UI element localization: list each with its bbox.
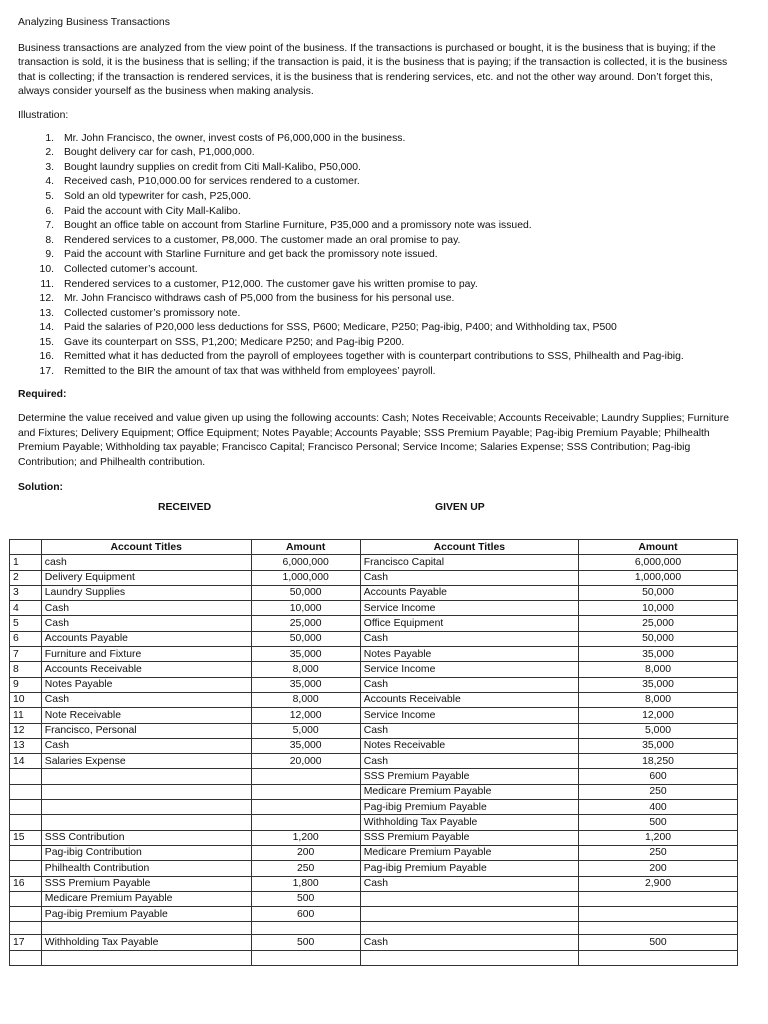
- given-amount: 250: [579, 845, 738, 860]
- transaction-number: 7.: [45, 220, 54, 232]
- received-account: Cash: [41, 692, 251, 707]
- row-number: 5: [10, 616, 42, 631]
- given-account: SSS Premium Payable: [360, 830, 578, 845]
- table-row: [10, 861, 738, 876]
- table-row: [10, 876, 738, 891]
- transaction-text: Remitted what it has deducted from the payroll of employees together with is counterpart contributions to SSS, Philhealth and Pag-ibig.: [64, 351, 684, 363]
- illustration-label: Illustration:: [18, 109, 69, 121]
- given-amount: [579, 922, 738, 935]
- received-account: Laundry Supplies: [41, 585, 251, 600]
- given-amount: 200: [579, 861, 738, 876]
- given-amount: [579, 950, 738, 965]
- table-row: [10, 662, 738, 677]
- given-account: Medicare Premium Payable: [360, 784, 578, 799]
- received-account: Cash: [41, 601, 251, 616]
- received-account: [41, 815, 251, 830]
- row-number: 17: [10, 935, 42, 950]
- transaction-text: Received cash, P10,000.00 for services rendered to a customer.: [64, 176, 360, 188]
- received-amount: [251, 922, 360, 935]
- transaction-text: Rendered services to a customer, P8,000. The customer made an oral promise to pay.: [64, 234, 461, 246]
- received-account: Medicare Premium Payable: [41, 891, 251, 906]
- received-amount: [251, 950, 360, 965]
- row-number: 11: [10, 708, 42, 723]
- row-number: 13: [10, 738, 42, 753]
- required-label: Required:: [18, 388, 67, 400]
- given-account: Notes Receivable: [360, 738, 578, 753]
- row-number: [10, 800, 42, 815]
- given-amount: 1,200: [579, 830, 738, 845]
- solution-label: Solution:: [18, 481, 64, 493]
- given-account: Service Income: [360, 601, 578, 616]
- received-amount: 20,000: [251, 754, 360, 769]
- transaction-item: [18, 234, 746, 249]
- received-amount: 600: [251, 907, 360, 922]
- given-account: Accounts Payable: [360, 585, 578, 600]
- row-number: 14: [10, 754, 42, 769]
- received-account: Furniture and Fixture: [41, 647, 251, 662]
- row-number: [10, 815, 42, 830]
- received-account: Cash: [41, 616, 251, 631]
- received-amount: 500: [251, 935, 360, 950]
- transaction-number: 17.: [39, 366, 54, 378]
- received-amount: 8,000: [251, 692, 360, 707]
- table-row: [10, 800, 738, 815]
- table-row: [10, 723, 738, 738]
- given-amount: 8,000: [579, 662, 738, 677]
- transaction-number: 5.: [45, 190, 54, 202]
- table-row: [10, 647, 738, 662]
- table-row: [10, 601, 738, 616]
- transaction-number: 12.: [39, 293, 54, 305]
- transaction-number: 4.: [45, 176, 54, 188]
- given-account: [360, 950, 578, 965]
- transaction-item: [18, 248, 746, 263]
- table-row: [10, 616, 738, 631]
- received-account: Salaries Expense: [41, 754, 251, 769]
- table-row: [10, 738, 738, 753]
- row-number: 16: [10, 876, 42, 891]
- header-given-account: Account Titles: [360, 540, 578, 555]
- received-account: Accounts Payable: [41, 631, 251, 646]
- row-number: [10, 907, 42, 922]
- received-account: SSS Premium Payable: [41, 876, 251, 891]
- given-account: Withholding Tax Payable: [360, 815, 578, 830]
- document-title: Analyzing Business Transactions: [18, 17, 170, 28]
- received-amount: 35,000: [251, 647, 360, 662]
- transactions-list: [18, 132, 746, 380]
- received-amount: 6,000,000: [251, 555, 360, 570]
- transaction-text: Rendered services to a customer, P12,000. The customer gave his written promise to pay.: [64, 278, 478, 290]
- given-amount: 35,000: [579, 677, 738, 692]
- table-row: [10, 769, 738, 784]
- row-number: 4: [10, 601, 42, 616]
- given-account: Cash: [360, 631, 578, 646]
- given-account: Medicare Premium Payable: [360, 845, 578, 860]
- received-account: Pag-ibig Contribution: [41, 845, 251, 860]
- table-row: [10, 708, 738, 723]
- required-paragraph: Determine the value received and value given up using the following accounts: Cash; Notes Receivable; Accounts Receivable; Laundry Supplies; Furniture and Fixtures; Delivery Equipment; Office Equipment; Notes Payable; Accounts Payable; SSS Premium Payable; Pag-ibig Premium Payable; Philhealth Premium Payable; Withholding tax payable; Francisco Capital; Francisco Personal; Service Income; Salaries Expense; SSS Contribution; Pag-ibig Contribution; and Philhealth contribution.: [18, 413, 730, 469]
- given-account: Cash: [360, 677, 578, 692]
- table-row: [10, 555, 738, 570]
- transaction-number: 16.: [39, 351, 54, 363]
- given-amount: 18,250: [579, 754, 738, 769]
- given-amount: 500: [579, 815, 738, 830]
- received-amount: 8,000: [251, 662, 360, 677]
- received-account: SSS Contribution: [41, 830, 251, 845]
- transaction-number: 3.: [45, 161, 54, 173]
- received-amount: 1,800: [251, 876, 360, 891]
- row-number: 1: [10, 555, 42, 570]
- table-row: [10, 907, 738, 922]
- transaction-number: 10.: [39, 263, 54, 275]
- row-number: 3: [10, 585, 42, 600]
- transaction-number: 11.: [40, 278, 54, 290]
- received-amount: [251, 769, 360, 784]
- received-amount: 200: [251, 845, 360, 860]
- header-number: [10, 540, 42, 555]
- row-number: 6: [10, 631, 42, 646]
- given-account: [360, 891, 578, 906]
- received-account: Withholding Tax Payable: [41, 935, 251, 950]
- transaction-number: 1.: [45, 132, 54, 144]
- given-account: Francisco Capital: [360, 555, 578, 570]
- transaction-text: Sold an old typewriter for cash, P25,000.: [64, 190, 252, 202]
- received-amount: [251, 784, 360, 799]
- transaction-text: Paid the salaries of P20,000 less deductions for SSS, P600; Medicare, P250; Pag-ibig, P400; and Withholding tax, P500: [64, 322, 617, 334]
- received-amount: 500: [251, 891, 360, 906]
- transaction-item: [18, 278, 746, 293]
- transaction-item: [18, 307, 746, 322]
- row-number: [10, 950, 42, 965]
- given-account: SSS Premium Payable: [360, 769, 578, 784]
- table-row: [10, 570, 738, 585]
- received-amount: 1,000,000: [251, 570, 360, 585]
- analysis-table: [9, 539, 738, 966]
- received-amount: [251, 815, 360, 830]
- given-account: Notes Payable: [360, 647, 578, 662]
- given-amount: 400: [579, 800, 738, 815]
- received-account: [41, 800, 251, 815]
- received-amount: 50,000: [251, 585, 360, 600]
- table-row: [10, 677, 738, 692]
- transaction-text: Bought an office table on account from Starline Furniture, P35,000 and a promissory note was issued.: [64, 220, 532, 232]
- transaction-text: Bought delivery car for cash, P1,000,000.: [64, 147, 255, 159]
- given-amount: 600: [579, 769, 738, 784]
- transaction-number: 8.: [45, 234, 54, 246]
- table-row: [10, 815, 738, 830]
- received-account: [41, 784, 251, 799]
- transaction-item: [18, 132, 746, 147]
- row-number: [10, 769, 42, 784]
- received-account: Francisco, Personal: [41, 723, 251, 738]
- transaction-number: 13.: [39, 307, 54, 319]
- row-number: 12: [10, 723, 42, 738]
- received-amount: 1,200: [251, 830, 360, 845]
- given-amount: [579, 891, 738, 906]
- received-amount: 50,000: [251, 631, 360, 646]
- transaction-item: [18, 219, 746, 234]
- received-account: [41, 769, 251, 784]
- row-number: 15: [10, 830, 42, 845]
- transaction-text: Paid the account with Starline Furniture and get back the promissory note issued.: [64, 249, 438, 261]
- row-number: [10, 922, 42, 935]
- transaction-item: [18, 365, 746, 380]
- transaction-text: Bought laundry supplies on credit from Citi Mall-Kalibo, P50,000.: [64, 161, 361, 173]
- given-account: Cash: [360, 754, 578, 769]
- transaction-item: [18, 336, 746, 351]
- given-amount: 50,000: [579, 585, 738, 600]
- given-account: Office Equipment: [360, 616, 578, 631]
- given-amount: 8,000: [579, 692, 738, 707]
- received-amount: 250: [251, 861, 360, 876]
- row-number: [10, 891, 42, 906]
- table-row: [10, 950, 738, 965]
- given-amount: 12,000: [579, 708, 738, 723]
- given-account: Service Income: [360, 662, 578, 677]
- received-amount: 35,000: [251, 677, 360, 692]
- transaction-item: [18, 161, 746, 176]
- received-account: [41, 950, 251, 965]
- given-amount: 6,000,000: [579, 555, 738, 570]
- received-header: RECEIVED: [158, 502, 212, 514]
- given-amount: 50,000: [579, 631, 738, 646]
- given-account: Cash: [360, 723, 578, 738]
- row-number: 8: [10, 662, 42, 677]
- header-received-account: Account Titles: [41, 540, 251, 555]
- given-amount: 1,000,000: [579, 570, 738, 585]
- row-number: 10: [10, 692, 42, 707]
- table-header-row: [10, 540, 738, 555]
- given-amount: 5,000: [579, 723, 738, 738]
- received-account: Accounts Receivable: [41, 662, 251, 677]
- received-account: Pag-ibig Premium Payable: [41, 907, 251, 922]
- transaction-item: [18, 205, 746, 220]
- received-amount: 5,000: [251, 723, 360, 738]
- given-amount: 35,000: [579, 647, 738, 662]
- given-account: Service Income: [360, 708, 578, 723]
- transaction-text: Collected cutomer’s account.: [64, 263, 198, 275]
- table-row: [10, 585, 738, 600]
- given-account: Accounts Receivable: [360, 692, 578, 707]
- received-account: Philhealth Contribution: [41, 861, 251, 876]
- received-amount: 10,000: [251, 601, 360, 616]
- table-row: [10, 891, 738, 906]
- received-amount: 25,000: [251, 616, 360, 631]
- received-amount: [251, 800, 360, 815]
- intro-paragraph: Business transactions are analyzed from the view point of the business. If the transactions is purchased or bought, it is the business that is buying; if the transaction is sold, it is the business that is selling; if the transaction is paid, it is the business that is paying; if the transaction is collected, it is the business that is collecting; if the transaction is rendered services, it is the business that is rendering services, etc. and not the other way around. Don’t forget this, always consider yourself as the business when making analysis.: [18, 42, 728, 98]
- received-account: Note Receivable: [41, 708, 251, 723]
- given-amount: [579, 907, 738, 922]
- transaction-number: 15.: [39, 336, 54, 348]
- transaction-text: Remitted to the BIR the amount of tax that was withheld from employees’ payroll.: [64, 366, 436, 378]
- transaction-text: Gave its counterpart on SSS, P1,200; Medicare P250; and Pag-ibig P200.: [64, 336, 405, 348]
- received-account: Cash: [41, 738, 251, 753]
- transaction-item: [18, 263, 746, 278]
- header-given-amount: Amount: [579, 540, 738, 555]
- transaction-item: [18, 190, 746, 205]
- transaction-number: 2.: [45, 147, 54, 159]
- received-amount: 35,000: [251, 738, 360, 753]
- transaction-item: [18, 292, 746, 307]
- received-account: Notes Payable: [41, 677, 251, 692]
- received-amount: 12,000: [251, 708, 360, 723]
- transaction-number: 14.: [39, 322, 54, 334]
- transaction-number: 9.: [45, 249, 54, 261]
- row-number: 2: [10, 570, 42, 585]
- header-received-amount: Amount: [251, 540, 360, 555]
- transaction-item: [18, 146, 746, 161]
- transaction-text: Mr. John Francisco, the owner, invest costs of P6,000,000 in the business.: [64, 132, 406, 144]
- given-amount: 25,000: [579, 616, 738, 631]
- table-row: [10, 845, 738, 860]
- transaction-item: [18, 321, 746, 336]
- given-account: Cash: [360, 570, 578, 585]
- given-amount: 500: [579, 935, 738, 950]
- table-row: [10, 935, 738, 950]
- given-amount: 10,000: [579, 601, 738, 616]
- table-row: [10, 922, 738, 935]
- row-number: [10, 784, 42, 799]
- row-number: [10, 861, 42, 876]
- transaction-text: Collected customer’s promissory note.: [64, 307, 241, 319]
- row-number: 7: [10, 647, 42, 662]
- given-account: Pag-ibig Premium Payable: [360, 861, 578, 876]
- table-row: [10, 754, 738, 769]
- transaction-text: Paid the account with City Mall-Kalibo.: [64, 205, 241, 217]
- transaction-text: Mr. John Francisco withdraws cash of P5,000 from the business for his personal use.: [64, 293, 455, 305]
- table-section-headers: [18, 501, 746, 517]
- table-row: [10, 830, 738, 845]
- row-number: [10, 845, 42, 860]
- transaction-item: [18, 350, 746, 365]
- transaction-number: 6.: [45, 205, 54, 217]
- given-up-header: GIVEN UP: [435, 502, 485, 514]
- given-account: [360, 922, 578, 935]
- received-account: [41, 922, 251, 935]
- received-account: Delivery Equipment: [41, 570, 251, 585]
- table-row: [10, 784, 738, 799]
- table-row: [10, 692, 738, 707]
- given-account: [360, 907, 578, 922]
- received-account: cash: [41, 555, 251, 570]
- given-account: Cash: [360, 935, 578, 950]
- given-account: Pag-ibig Premium Payable: [360, 800, 578, 815]
- row-number: 9: [10, 677, 42, 692]
- transaction-item: [18, 175, 746, 190]
- document-page: [18, 14, 746, 517]
- given-amount: 250: [579, 784, 738, 799]
- given-amount: 2,900: [579, 876, 738, 891]
- given-account: Cash: [360, 876, 578, 891]
- given-amount: 35,000: [579, 738, 738, 753]
- table-row: [10, 631, 738, 646]
